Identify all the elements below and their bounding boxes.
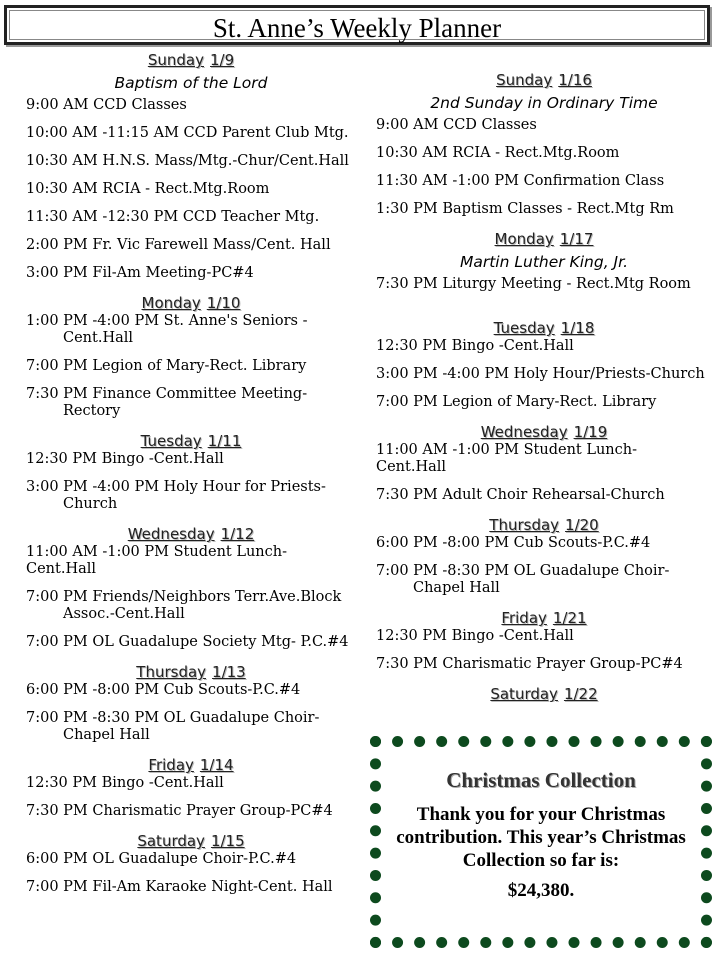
event-item bbox=[376, 656, 712, 673]
event-text: 9:00 AM CCD Classes bbox=[26, 97, 187, 113]
day-name: Tuesday bbox=[140, 432, 202, 450]
day-header bbox=[376, 229, 712, 249]
event-item bbox=[26, 451, 356, 468]
event-text: 12:30 PM Bingo -Cent.Hall bbox=[376, 338, 574, 354]
event-item bbox=[26, 97, 356, 114]
day-section bbox=[26, 431, 356, 513]
day-header bbox=[376, 70, 712, 90]
event-text: 7:30 PM Liturgy Meeting - Rect.Mtg Room bbox=[376, 276, 691, 292]
event-text: 6:00 PM OL Guadalupe Choir-P.C.#4 bbox=[26, 851, 297, 867]
day-header bbox=[26, 831, 356, 851]
day-date: 1/14 bbox=[199, 756, 234, 774]
day-name: Thursday bbox=[489, 516, 560, 534]
day-section bbox=[26, 831, 356, 896]
event-item bbox=[26, 879, 356, 896]
event-text: 10:00 AM -11:15 AM CCD Parent Club Mtg. bbox=[26, 125, 349, 141]
day-section bbox=[26, 50, 356, 282]
event-item bbox=[26, 265, 356, 282]
day-name: Wednesday bbox=[480, 423, 568, 441]
event-item bbox=[376, 394, 712, 411]
day-header bbox=[376, 422, 712, 442]
event-item bbox=[376, 173, 712, 190]
day-section bbox=[376, 70, 712, 218]
event-text: 3:00 PM -4:00 PM Holy Hour for Priests- bbox=[26, 479, 326, 495]
event-continuation: Assoc.-Cent.Hall bbox=[63, 606, 185, 622]
event-text: 11:30 AM -1:00 PM Confirmation Class bbox=[376, 173, 665, 189]
collection-content bbox=[384, 750, 698, 934]
event-item bbox=[26, 479, 356, 513]
event-text: 6:00 PM -8:00 PM Cub Scouts-P.C.#4 bbox=[26, 682, 301, 698]
event-text: 1:00 PM -4:00 PM St. Anne's Seniors - bbox=[26, 313, 308, 329]
event-item bbox=[376, 366, 712, 383]
event-text: 7:30 PM Charismatic Prayer Group-PC#4 bbox=[26, 803, 333, 819]
event-item bbox=[26, 775, 356, 792]
event-item bbox=[376, 563, 712, 597]
event-text: 7:00 PM Friends/Neighbors Terr.Ave.Block bbox=[26, 589, 342, 605]
event-text: 3:00 PM Fil-Am Meeting-PC#4 bbox=[26, 265, 254, 281]
day-section bbox=[26, 755, 356, 820]
day-date: 1/10 bbox=[206, 294, 241, 312]
event-text: 7:00 PM Legion of Mary-Rect. Library bbox=[26, 358, 307, 374]
event-text: 7:30 PM Charismatic Prayer Group-PC#4 bbox=[376, 656, 683, 672]
collection-amount: $24,380. bbox=[507, 880, 575, 901]
event-text: 9:00 AM CCD Classes bbox=[376, 117, 537, 133]
event-continuation: Cent.Hall bbox=[26, 561, 97, 577]
event-continuation: Chapel Hall bbox=[413, 580, 500, 596]
event-continuation: Cent.Hall bbox=[376, 459, 447, 475]
event-item bbox=[26, 589, 356, 623]
title-frame bbox=[4, 5, 710, 45]
day-name: Saturday bbox=[137, 832, 205, 850]
day-section bbox=[26, 293, 356, 420]
event-text: 7:00 PM OL Guadalupe Society Mtg- P.C.#4 bbox=[26, 634, 349, 650]
day-date: 1/9 bbox=[210, 51, 235, 69]
day-name: Thursday bbox=[136, 663, 207, 681]
event-item bbox=[26, 851, 356, 868]
event-item bbox=[26, 358, 356, 375]
day-section bbox=[376, 318, 712, 411]
event-item bbox=[376, 117, 712, 134]
day-header bbox=[26, 662, 356, 682]
event-text: 12:30 PM Bingo -Cent.Hall bbox=[26, 775, 224, 791]
feast-title: Baptism of the Lord bbox=[114, 74, 268, 92]
event-continuation: Chapel Hall bbox=[63, 727, 150, 743]
event-item bbox=[26, 710, 356, 744]
day-header bbox=[26, 431, 356, 451]
day-name: Sunday bbox=[496, 71, 553, 89]
day-date: 1/20 bbox=[565, 516, 599, 534]
day-section bbox=[376, 229, 712, 318]
event-text: 7:00 PM Legion of Mary-Rect. Library bbox=[376, 394, 657, 410]
day-name: Tuesday bbox=[493, 319, 555, 337]
event-item bbox=[376, 487, 712, 504]
event-item bbox=[26, 803, 356, 820]
christmas-collection-box bbox=[370, 736, 712, 948]
event-item bbox=[26, 209, 356, 226]
event-item bbox=[26, 544, 356, 578]
day-name: Friday bbox=[501, 609, 547, 627]
day-header bbox=[26, 50, 356, 70]
day-header bbox=[26, 524, 356, 544]
event-item bbox=[26, 237, 356, 254]
day-header bbox=[26, 755, 356, 775]
day-section bbox=[26, 524, 356, 651]
event-text: 7:00 PM -8:30 PM OL Guadalupe Choir- bbox=[26, 710, 320, 726]
event-item bbox=[26, 181, 356, 198]
day-date: 1/17 bbox=[559, 230, 594, 248]
event-text: 6:00 PM -8:00 PM Cub Scouts-P.C.#4 bbox=[376, 535, 651, 551]
event-text: 12:30 PM Bingo -Cent.Hall bbox=[376, 628, 574, 644]
feast-title: 2nd Sunday in Ordinary Time bbox=[430, 94, 658, 112]
event-item bbox=[26, 313, 356, 347]
event-continuation: Church bbox=[63, 496, 118, 512]
day-date: 1/12 bbox=[220, 525, 255, 543]
day-date: 1/19 bbox=[573, 423, 608, 441]
event-item bbox=[376, 276, 712, 293]
event-text: 3:00 PM -4:00 PM Holy Hour/Priests-Church bbox=[376, 366, 705, 382]
title-inner-frame bbox=[9, 10, 705, 43]
day-header bbox=[376, 684, 712, 702]
day-date: 1/22 bbox=[563, 685, 598, 702]
event-item bbox=[26, 153, 356, 170]
event-text: 10:30 AM RCIA - Rect.Mtg.Room bbox=[376, 145, 620, 161]
event-item bbox=[376, 338, 712, 355]
day-name: Monday bbox=[141, 294, 201, 312]
day-section bbox=[376, 684, 712, 702]
event-text: 11:00 AM -1:00 PM Student Lunch- bbox=[26, 544, 288, 560]
event-text: 11:30 AM -12:30 PM CCD Teacher Mtg. bbox=[26, 209, 320, 225]
event-text: 10:30 AM RCIA - Rect.Mtg.Room bbox=[26, 181, 270, 197]
left-column bbox=[26, 50, 356, 907]
day-date: 1/16 bbox=[558, 71, 592, 89]
day-name: Wednesday bbox=[127, 525, 215, 543]
event-item bbox=[26, 386, 356, 420]
event-item bbox=[26, 682, 356, 699]
day-header bbox=[26, 293, 356, 313]
event-text: 7:00 PM Fil-Am Karaoke Night-Cent. Hall bbox=[26, 879, 333, 895]
event-text: 1:30 PM Baptism Classes - Rect.Mtg Rm bbox=[376, 201, 674, 217]
event-item bbox=[26, 634, 356, 651]
page-title: St. Anne’s Weekly Planner bbox=[212, 13, 502, 43]
day-name: Monday bbox=[494, 230, 554, 248]
day-section bbox=[376, 515, 712, 597]
event-item bbox=[376, 628, 712, 645]
event-text: 2:00 PM Fr. Vic Farewell Mass/Cent. Hall bbox=[26, 237, 331, 253]
day-section bbox=[26, 662, 356, 744]
event-text: 7:00 PM -8:30 PM OL Guadalupe Choir- bbox=[376, 563, 670, 579]
day-header bbox=[376, 515, 712, 535]
event-item bbox=[376, 535, 712, 552]
day-header bbox=[376, 608, 712, 628]
event-continuation: Rectory bbox=[63, 403, 121, 419]
day-date: 1/18 bbox=[560, 319, 595, 337]
day-name: Friday bbox=[148, 756, 194, 774]
event-item bbox=[376, 442, 712, 476]
day-name: Sunday bbox=[147, 51, 204, 69]
day-date: 1/11 bbox=[207, 432, 242, 450]
event-item bbox=[376, 145, 712, 162]
day-date: 1/21 bbox=[552, 609, 587, 627]
event-text: 11:00 AM -1:00 PM Student Lunch- bbox=[376, 442, 638, 458]
day-date: 1/15 bbox=[210, 832, 245, 850]
day-date: 1/13 bbox=[212, 663, 246, 681]
event-text: 12:30 PM Bingo -Cent.Hall bbox=[26, 451, 224, 467]
event-item bbox=[26, 125, 356, 142]
feast-title: Martin Luther King, Jr. bbox=[459, 253, 628, 271]
event-text: 7:30 PM Finance Committee Meeting- bbox=[26, 386, 308, 402]
day-section bbox=[376, 608, 712, 673]
spacer bbox=[376, 304, 712, 318]
collection-text: Thank you for your Christmas contribution. This year’s Christmas Collection so far is: bbox=[396, 804, 686, 871]
event-item bbox=[376, 201, 712, 218]
day-name: Saturday bbox=[490, 685, 558, 702]
event-text: 10:30 AM H.N.S. Mass/Mtg.-Chur/Cent.Hall bbox=[26, 153, 349, 169]
event-continuation: Cent.Hall bbox=[63, 330, 134, 346]
day-section bbox=[376, 422, 712, 504]
collection-title: Christmas Collection bbox=[446, 768, 636, 792]
right-column bbox=[376, 70, 712, 702]
event-text: 7:30 PM Adult Choir Rehearsal-Church bbox=[376, 487, 665, 503]
day-header bbox=[376, 318, 712, 338]
